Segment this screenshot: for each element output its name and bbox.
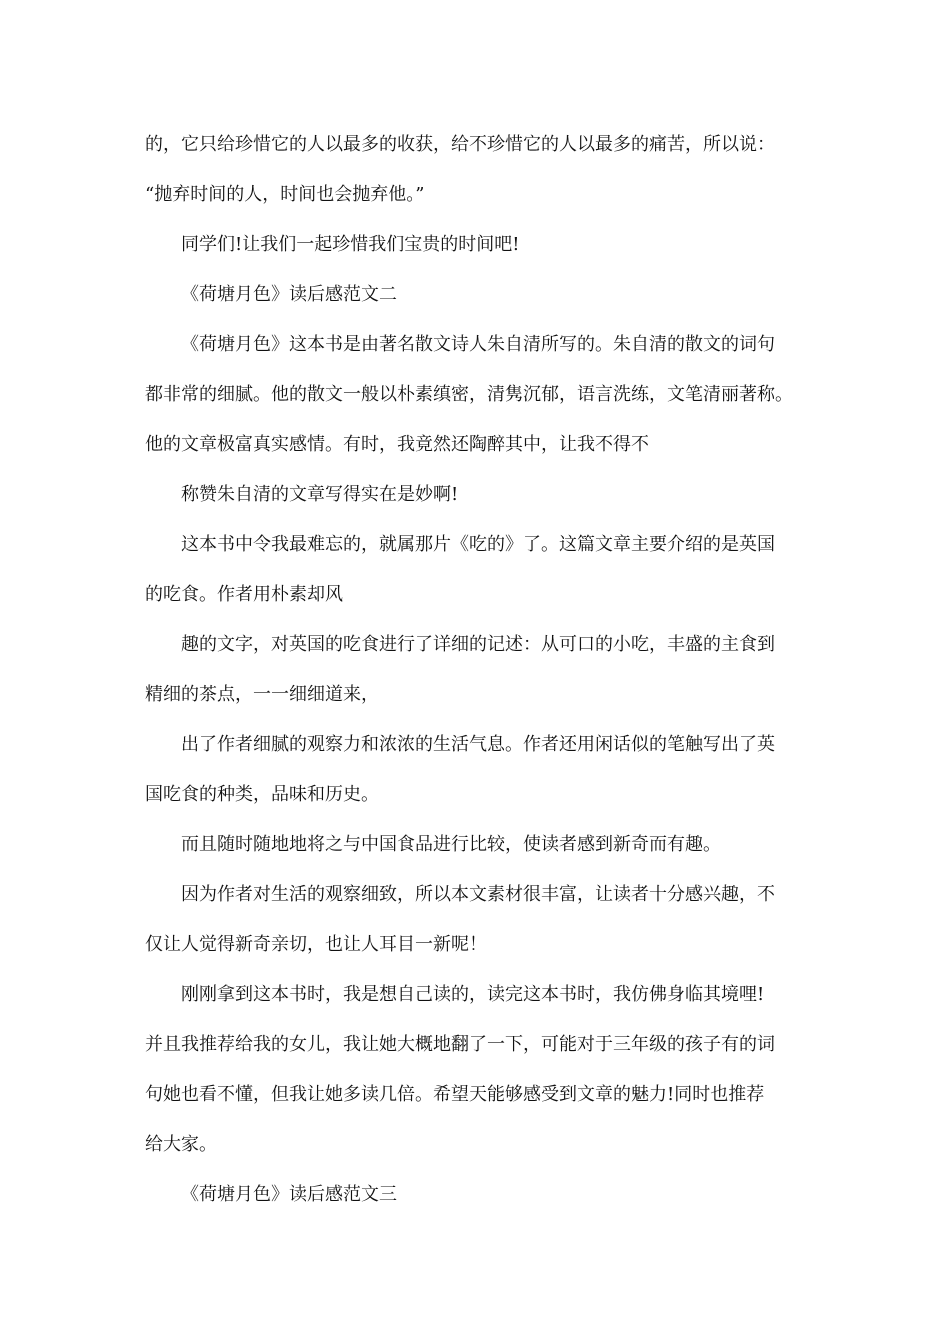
- document-body: [145, 120, 807, 1220]
- text-line: 称赞朱自清的文章写得实在是妙啊!: [181, 484, 459, 505]
- text-line: 句她也看不懂，但我让她多读几倍。希望天能够感受到文章的魅力!同时也推荐: [145, 1084, 765, 1105]
- text-line: 的，它只给珍惜它的人以最多的收获，给不珍惜它的人以最多的痛苦，所以说：: [145, 134, 775, 155]
- text-line: 并且我推荐给我的女儿，我让她大概地翻了一下，可能对于三年级的孩子有的词: [145, 1034, 775, 1055]
- text-line: “抛弃时间的人，时间也会抛弃他。”: [145, 184, 425, 205]
- text-line: 趣的文字，对英国的吃食进行了详细的记述：从可口的小吃，丰盛的主食到: [181, 634, 775, 655]
- text-line: 《荷塘月色》读后感范文三: [181, 1184, 397, 1205]
- text-line: 《荷塘月色》这本书是由著名散文诗人朱自清所写的。朱自清的散文的词句: [181, 334, 775, 355]
- text-line: 他的文章极富真实感情。有时，我竟然还陶醉其中，让我不得不: [145, 434, 649, 455]
- text-line: 因为作者对生活的观察细致，所以本文素材很丰富，让读者十分感兴趣，不: [181, 884, 775, 905]
- text-line: 的吃食。作者用朴素却风: [145, 584, 343, 605]
- text-line: 这本书中令我最难忘的，就属那片《吃的》了。这篇文章主要介绍的是英国: [181, 534, 775, 555]
- text-line: 刚刚拿到这本书时，我是想自己读的，读完这本书时，我仿佛身临其境哩!: [181, 984, 765, 1005]
- text-line: 同学们!让我们一起珍惜我们宝贵的时间吧!: [181, 234, 520, 255]
- text-line: 都非常的细腻。他的散文一般以朴素缜密，清隽沉郁，语言洗练，文笔清丽著称。: [145, 384, 793, 405]
- text-line: 精细的茶点，一一细细道来，: [145, 684, 379, 705]
- text-line: 出了作者细腻的观察力和浓浓的生活气息。作者还用闲话似的笔触写出了英: [181, 734, 775, 755]
- text-line: 给大家。: [145, 1134, 217, 1155]
- text-line: 《荷塘月色》读后感范文二: [181, 284, 397, 305]
- text-line: 而且随时随地地将之与中国食品进行比较，使读者感到新奇而有趣。: [181, 834, 721, 855]
- text-line: 仅让人觉得新奇亲切，也让人耳目一新呢！: [145, 934, 487, 955]
- text-line: 国吃食的种类，品味和历史。: [145, 784, 379, 805]
